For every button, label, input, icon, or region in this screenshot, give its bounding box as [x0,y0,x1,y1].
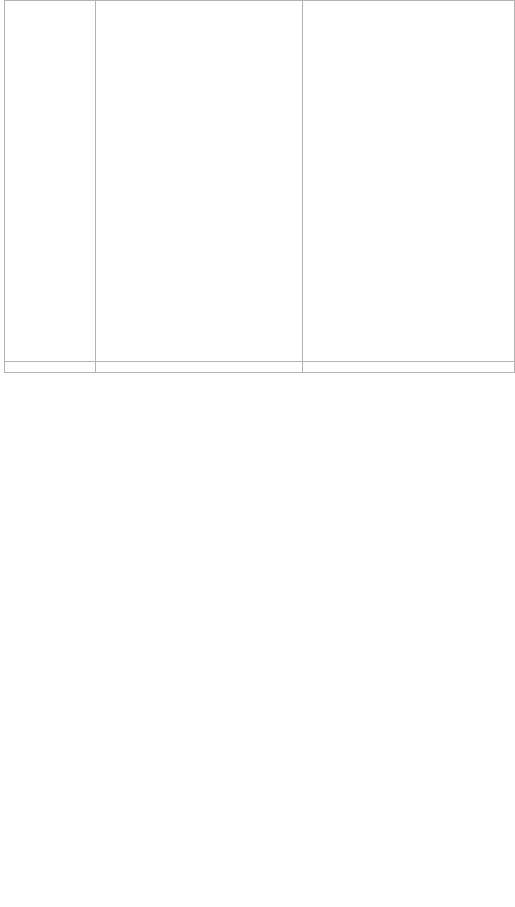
symptom-cell [5,1,96,362]
cause-cell [95,1,303,362]
cause-cell [95,362,303,373]
action-cell [303,1,515,362]
action-list [303,362,514,372]
cause-list [96,362,303,372]
action-list [303,1,514,11]
table-row [5,1,515,362]
symptom-cell [5,362,96,373]
symptom-label [5,362,95,372]
table-row [5,362,515,373]
action-cell [303,362,515,373]
diagnostic-table [4,0,515,373]
